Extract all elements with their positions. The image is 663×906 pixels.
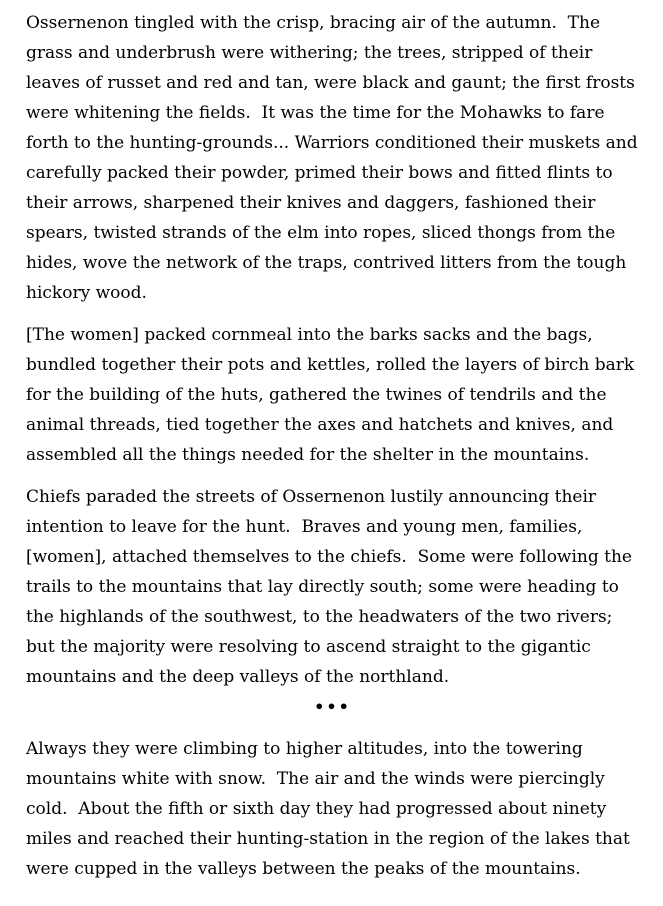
passage-text <box>26 8 644 884</box>
paragraph-1: Ossernenon tingled with the crisp, bracing air of the autumn. The grass and underbrush were withering; the trees, stripped of their leaves of russet and red and tan, were black and gaunt; the first frosts were whitening the fields. It was the time for the Mohawks to fare forth to the hunting-grounds... Warriors conditioned their muskets and carefully packed their powder, primed their bows and fitted flints to their arrows, sharpened their knives and daggers, fashioned their spears, twisted strands of the elm into ropes, sliced thongs from the hides, wove the network of the traps, contrived litters from the tough hickory wood. <box>26 13 644 303</box>
section-break-dots: ••• <box>314 697 351 716</box>
paragraph-4: Always they were climbing to higher altitudes, into the towering mountains white with snow. The air and the winds were piercingly cold. About the fifth or sixth day they had progressed about ninety miles and reached their hunting-station in the region of the lakes that were cupped in the valleys between the peaks of the mountains. <box>26 739 636 879</box>
paragraph-2: [The women] packed cornmeal into the barks sacks and the bags, bundled together their pots and kettles, rolled the layers of birch bark for the building of the huts, gathered the twines of tendrils and the animal threads, tied together the axes and hatchets and knives, and assembled all the things needed for the shelter in the mountains. <box>26 325 640 465</box>
paragraph-3: Chiefs paraded the streets of Ossernenon lustily announcing their intention to leave for the hunt. Braves and young men, families, [women], attached themselves to the chiefs. Some were following the trails to the mountains that lay directly south; some were heading to the highlands of the southwest, to the headwaters of the two rivers; but the majority were resolving to ascend straight to the gigantic mountains and the deep valleys of the northland. <box>26 487 638 687</box>
